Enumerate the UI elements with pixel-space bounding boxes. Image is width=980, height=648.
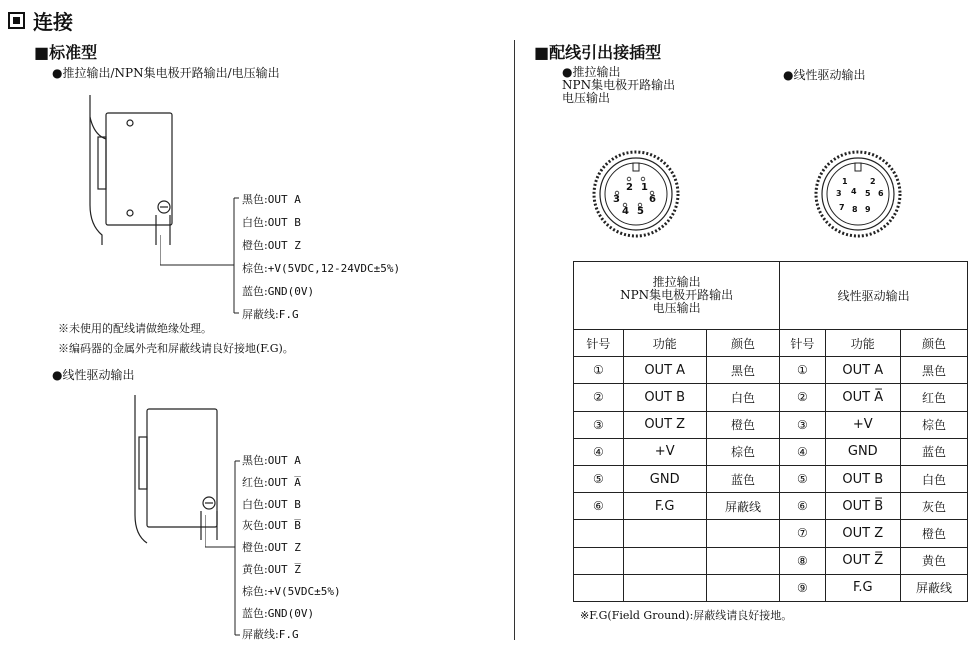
group-header-push-pull: 推拉输出 NPN集电极开路输出 电压输出	[574, 262, 780, 330]
cell: ①	[780, 357, 825, 384]
cell: 棕色	[901, 411, 968, 438]
wire-item: 黄色:OUT Z̅	[242, 562, 301, 576]
cell: ②	[780, 384, 825, 411]
cell: OUT Z̅	[825, 547, 901, 574]
connector-9pin-icon	[814, 150, 902, 238]
cell: 蓝色	[706, 465, 780, 492]
col-header: 针号	[780, 330, 825, 357]
table-row	[574, 357, 968, 384]
conn1-pin-label: 1	[641, 182, 648, 193]
table-row	[574, 438, 968, 465]
connector-bullet-line-driver: ●线性驱动输出	[783, 68, 866, 82]
col-header: 功能	[825, 330, 901, 357]
standard-type-heading: ■标准型	[34, 43, 98, 62]
wire-item: 黑色:OUT A	[242, 193, 301, 206]
pin-assignment-table	[573, 261, 968, 602]
cell: 黑色	[901, 357, 968, 384]
col-header: 针号	[574, 330, 624, 357]
conn2-pin-label: 8	[852, 205, 858, 214]
cell: OUT Z	[623, 411, 706, 438]
wire-item: 屏蔽线:F.G	[242, 308, 299, 321]
group-header-line-driver: 线性驱动输出	[780, 262, 968, 330]
table-row	[574, 493, 968, 520]
cell	[574, 574, 624, 601]
conn1-pin-label: 4	[622, 206, 629, 217]
cell: 棕色	[706, 438, 780, 465]
cell	[623, 574, 706, 601]
wire-item: 黑色:OUT A	[242, 454, 301, 467]
cell: +V	[623, 438, 706, 465]
page-title-text: 连接	[33, 10, 73, 34]
cell: 白色	[901, 465, 968, 492]
col-header: 颜色	[901, 330, 968, 357]
cell: OUT B	[623, 384, 706, 411]
cell	[574, 520, 624, 547]
footnote-field-ground: ※F.G(Field Ground):屏蔽线请良好接地。	[580, 609, 793, 622]
conn2-pin-label: 1	[842, 177, 848, 186]
cell: OUT A̅	[825, 384, 901, 411]
table-column-header	[574, 330, 968, 357]
conn1-pin-label: 3	[613, 194, 620, 205]
cell	[706, 520, 780, 547]
cell: ⑦	[780, 520, 825, 547]
page-title	[8, 6, 73, 35]
wire-bracket-1	[160, 195, 240, 320]
cell: ②	[574, 384, 624, 411]
output-type-bullet-1: ●推拉输出/NPN集电极开路输出/电压输出	[52, 66, 280, 80]
conn2-pin-label: 5	[865, 189, 871, 198]
note-insulation: ※未使用的配线请做绝缘处理。	[58, 322, 212, 335]
conn2-pin-label: 4	[851, 187, 857, 196]
cell: 灰色	[901, 493, 968, 520]
conn1-pin-label: 6	[649, 194, 656, 205]
cell: ⑤	[574, 465, 624, 492]
cell: ⑤	[780, 465, 825, 492]
conn2-pin-label: 7	[839, 203, 845, 212]
wire-item: 橙色:OUT Z	[242, 541, 301, 555]
wire-item: 红色:OUT A̅	[242, 475, 301, 489]
cell: OUT B̅	[825, 493, 901, 520]
cell: OUT B	[825, 465, 901, 492]
square-bullet-icon	[8, 12, 25, 29]
table-row	[574, 465, 968, 492]
wire-item: 蓝色:GND(0V)	[242, 285, 315, 298]
conn2-pin-label: 2	[870, 177, 876, 186]
cell: 蓝色	[901, 438, 968, 465]
cell: ⑨	[780, 574, 825, 601]
wire-item: 橙色:OUT Z	[242, 239, 301, 252]
wire-item: 蓝色:GND(0V)	[242, 606, 315, 620]
cell: +V	[825, 411, 901, 438]
cell: 红色	[901, 384, 968, 411]
wire-item: 屏蔽线:F.G	[242, 628, 299, 642]
wire-item: 白色:OUT B	[242, 216, 301, 229]
wire-item: 灰色:OUT B̅	[242, 519, 301, 533]
output-type-bullet-2: ●线性驱动输出	[52, 368, 135, 382]
table-row	[574, 520, 968, 547]
cell	[574, 547, 624, 574]
cell: GND	[623, 465, 706, 492]
wire-item: 棕色:+V(5VDC,12-24VDC±5%)	[242, 262, 401, 275]
cell: ①	[574, 357, 624, 384]
col-header: 颜色	[706, 330, 780, 357]
column-divider	[514, 40, 515, 640]
cell: ⑥	[780, 493, 825, 520]
cell: 橙色	[901, 520, 968, 547]
cell: 屏蔽线	[706, 493, 780, 520]
cell: 黑色	[706, 357, 780, 384]
table-row	[574, 384, 968, 411]
conn1-pin-label: 2	[626, 182, 633, 193]
wire-list-line-driver	[242, 452, 341, 648]
cell: GND	[825, 438, 901, 465]
wire-item: 白色:OUT B	[242, 497, 301, 511]
wire-item: 棕色:+V(5VDC±5%)	[242, 584, 341, 598]
cell	[706, 547, 780, 574]
cell: ⑥	[574, 493, 624, 520]
cell	[623, 547, 706, 574]
cell: OUT A	[623, 357, 706, 384]
cell: 白色	[706, 384, 780, 411]
cell: F.G	[623, 493, 706, 520]
col-header: 功能	[623, 330, 706, 357]
connector-type-heading: ■配线引出接插型	[534, 43, 662, 62]
conn2-pin-label: 3	[836, 189, 842, 198]
cell: OUT A	[825, 357, 901, 384]
cell: 黄色	[901, 547, 968, 574]
table-row	[574, 547, 968, 574]
wire-bracket-2	[205, 455, 245, 640]
conn2-pin-label: 9	[865, 205, 871, 214]
cell: ③	[780, 411, 825, 438]
cell: 屏蔽线	[901, 574, 968, 601]
connector-6pin-icon	[592, 150, 680, 238]
cell: ⑧	[780, 547, 825, 574]
wire-list-standard	[242, 191, 400, 329]
connector-bullet-push-pull: ●推拉输出 NPN集电极开路输出 电压输出	[562, 65, 676, 105]
table-row	[574, 411, 968, 438]
cell: OUT Z	[825, 520, 901, 547]
cell: 橙色	[706, 411, 780, 438]
conn2-pin-label: 6	[878, 189, 884, 198]
cell	[706, 574, 780, 601]
cell: ③	[574, 411, 624, 438]
note-grounding: ※编码器的金属外壳和屏蔽线请良好接地(F.G)。	[58, 342, 294, 355]
cell	[623, 520, 706, 547]
cell: ④	[780, 438, 825, 465]
cell: ④	[574, 438, 624, 465]
conn1-pin-label: 5	[637, 206, 644, 217]
table-group-header	[574, 262, 968, 330]
table-row	[574, 574, 968, 601]
cell: F.G	[825, 574, 901, 601]
